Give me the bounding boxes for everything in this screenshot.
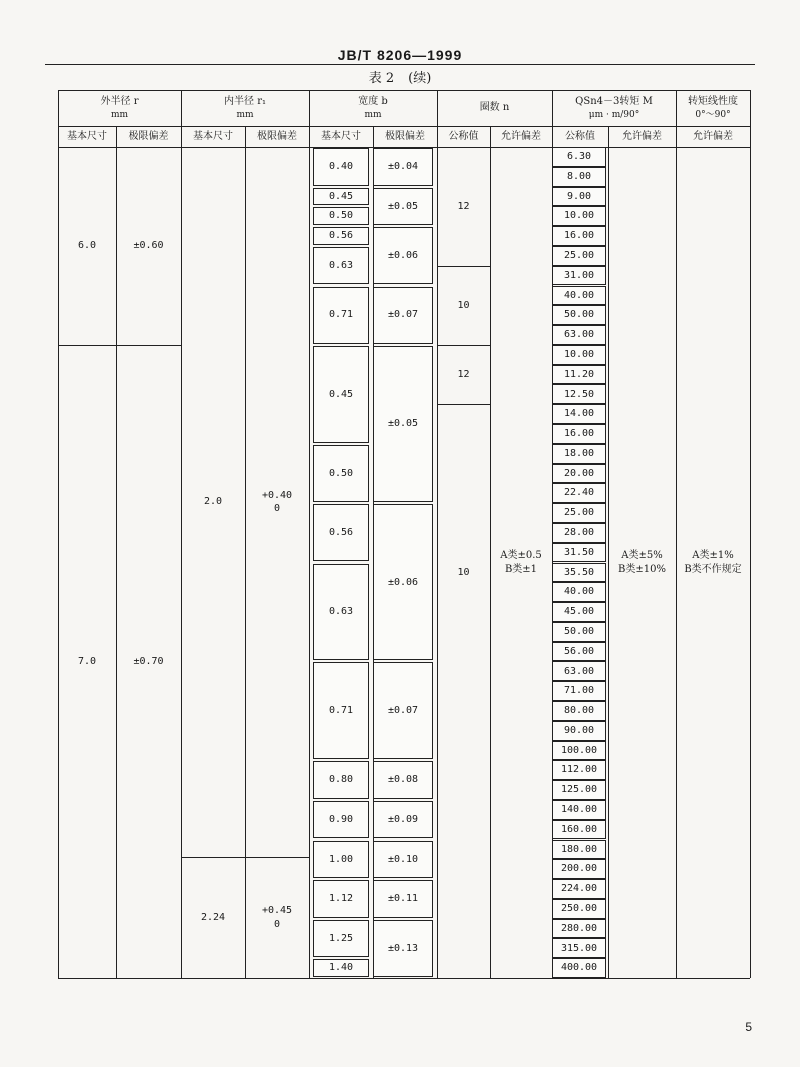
vline-0 [58,90,59,978]
torque-nominal-2: 9.00 [552,187,606,207]
vline-3 [245,126,246,978]
document-id: JB/T 8206—1999 [337,47,463,63]
vline-9 [608,126,609,978]
turns-nominal-2: 12 [457,368,470,380]
outer-basic-0: 6.0 [77,240,97,252]
width-tol-3: ±0.07 [373,287,433,344]
inner-basic-0: 2.0 [203,496,223,508]
width-tol-0: ±0.04 [373,148,433,186]
inner-basic-1: 2.24 [200,911,226,923]
header-inner-radius-unit: mm [236,109,254,120]
torque-nominal-37: 224.00 [552,879,606,899]
turns-nominal-3: 10 [457,566,470,578]
turns-split-10 [437,345,490,346]
turns-tolerance: A类±0.5 B类±1 [500,550,542,575]
torque-nominal-36: 200.00 [552,859,606,879]
torque-nominal-27: 71.00 [552,681,606,701]
torque-nominal-32: 125.00 [552,780,606,800]
vline-6 [437,90,438,978]
width-tol-7: ±0.08 [373,761,433,799]
table-title-continued: (续) [408,71,432,86]
vline-11 [750,90,751,978]
header-linearity-unit: 0°～90° [695,109,731,120]
torque-nominal-41: 400.00 [552,958,606,978]
outer-tol-1: ±0.70 [133,655,164,667]
torque-nominal-19: 28.00 [552,523,606,543]
width-basic-8: 0.56 [313,504,369,561]
outer-basic-1: 7.0 [77,655,97,667]
torque-nominal-18: 25.00 [552,503,606,523]
torque-nominal-1: 8.00 [552,167,606,187]
torque-nominal-8: 50.00 [552,305,606,325]
width-basic-11: 0.80 [313,761,369,799]
header-width-title: 宽度 b [358,96,388,108]
vline-2 [181,90,182,978]
width-basic-15: 1.25 [313,920,369,958]
width-tol-6: ±0.07 [373,662,433,759]
vline-10 [676,90,677,978]
subheader-8: 公称值 [565,130,595,142]
vline-5 [373,126,374,978]
width-tol-9: ±0.10 [373,841,433,879]
torque-nominal-38: 250.00 [552,899,606,919]
torque-nominal-22: 40.00 [552,582,606,602]
torque-nominal-26: 63.00 [552,661,606,681]
vline-8 [552,90,553,978]
torque-nominal-7: 40.00 [552,286,606,306]
subheader-3: 极限偏差 [257,130,297,142]
inner-tol-1: +0.45 0 [261,905,293,930]
width-basic-14: 1.12 [313,880,369,918]
torque-nominal-15: 18.00 [552,444,606,464]
torque-nominal-17: 22.40 [552,483,606,503]
torque-nominal-23: 45.00 [552,602,606,622]
linearity-tolerance: A类±1% B类不作规定 [684,550,742,575]
torque-nominal-31: 112.00 [552,760,606,780]
header-turns-title: 圈数 n [479,102,510,114]
width-basic-6: 0.45 [313,346,369,443]
vline-4 [309,90,310,978]
width-basic-16: 1.40 [313,959,369,977]
turns-nominal-0: 12 [457,200,470,212]
table-border-top [58,90,750,91]
torque-nominal-35: 180.00 [552,840,606,860]
torque-nominal-13: 14.00 [552,404,606,424]
header-outer-radius-unit: mm [110,109,129,120]
torque-nominal-34: 160.00 [552,820,606,840]
torque-nominal-39: 280.00 [552,919,606,939]
header-outer-radius [58,90,181,126]
inner-split [181,857,309,858]
turns-nominal-1: 10 [457,299,470,311]
subheader-2: 基本尺寸 [193,130,233,142]
torque-nominal-16: 20.00 [552,464,606,484]
inner-tol-0: +0.40 0 [261,489,293,515]
torque-nominal-12: 12.50 [552,384,606,404]
subheader-1: 极限偏差 [128,130,169,142]
width-tol-1: ±0.05 [373,188,433,226]
width-tol-11: ±0.13 [373,920,433,977]
header-separator-2 [58,147,750,148]
turns-split-6 [437,266,490,267]
width-tol-2: ±0.06 [373,227,433,284]
torque-nominal-29: 90.00 [552,721,606,741]
header-inner-radius-title: 内半径 r₁ [224,96,266,108]
width-tol-4: ±0.05 [373,346,433,502]
torque-nominal-21: 35.50 [552,563,606,583]
vline-7 [490,126,491,978]
subheader-0: 基本尺寸 [67,130,107,142]
table-title-label: 表 2 [368,71,395,86]
page-number: 5 [745,1020,752,1034]
width-basic-12: 0.90 [313,801,369,839]
width-basic-10: 0.71 [313,662,369,759]
width-basic-1: 0.45 [313,188,369,206]
torque-nominal-3: 10.00 [552,206,606,226]
header-torque-title: QSn4－3转矩 M [575,96,653,108]
header-linearity-title: 转矩线性度 [688,96,738,108]
torque-nominal-11: 11.20 [552,365,606,385]
header-torque [552,90,676,126]
header-inner-radius [181,90,309,126]
subheader-5: 极限偏差 [385,130,425,142]
width-basic-7: 0.50 [313,445,369,502]
header-width [309,90,437,126]
torque-nominal-30: 100.00 [552,741,606,761]
subheader-4: 基本尺寸 [321,130,361,142]
width-basic-5: 0.71 [313,287,369,344]
torque-nominal-25: 56.00 [552,642,606,662]
table-border-bottom [58,978,750,979]
torque-nominal-5: 25.00 [552,246,606,266]
width-tol-10: ±0.11 [373,880,433,918]
subheader-6: 公称值 [448,130,479,142]
torque-nominal-24: 50.00 [552,622,606,642]
subheader-9: 允许偏差 [622,130,662,142]
outer-tol-0: ±0.60 [133,240,164,252]
width-basic-3: 0.56 [313,227,369,245]
subheader-10: 允许偏差 [693,130,733,142]
header-width-unit: mm [364,109,382,120]
header-torque-unit: μm · m/90° [588,109,640,120]
subheader-7: 允许偏差 [501,130,541,142]
torque-nominal-9: 63.00 [552,325,606,345]
torque-nominal-6: 31.00 [552,266,606,286]
torque-nominal-40: 315.00 [552,938,606,958]
width-basic-13: 1.00 [313,841,369,879]
torque-nominal-0: 6.30 [552,147,606,167]
torque-nominal-20: 31.50 [552,543,606,563]
width-basic-4: 0.63 [313,247,369,285]
header-outer-radius-title: 外半径 r [100,96,139,108]
width-basic-2: 0.50 [313,207,369,225]
header-turns [437,90,552,126]
torque-tolerance: A类±5% B类±10% [618,550,666,575]
outer-split [58,345,181,346]
vline-1 [116,126,117,978]
torque-nominal-33: 140.00 [552,800,606,820]
torque-nominal-4: 16.00 [552,226,606,246]
turns-split-13 [437,404,490,405]
torque-nominal-14: 16.00 [552,424,606,444]
width-basic-0: 0.40 [313,148,369,186]
torque-nominal-28: 80.00 [552,701,606,721]
width-tol-5: ±0.06 [373,504,433,660]
torque-nominal-10: 10.00 [552,345,606,365]
width-basic-9: 0.63 [313,564,369,661]
header-linearity [676,90,750,126]
header-separator-1 [58,126,750,127]
width-tol-8: ±0.09 [373,801,433,839]
